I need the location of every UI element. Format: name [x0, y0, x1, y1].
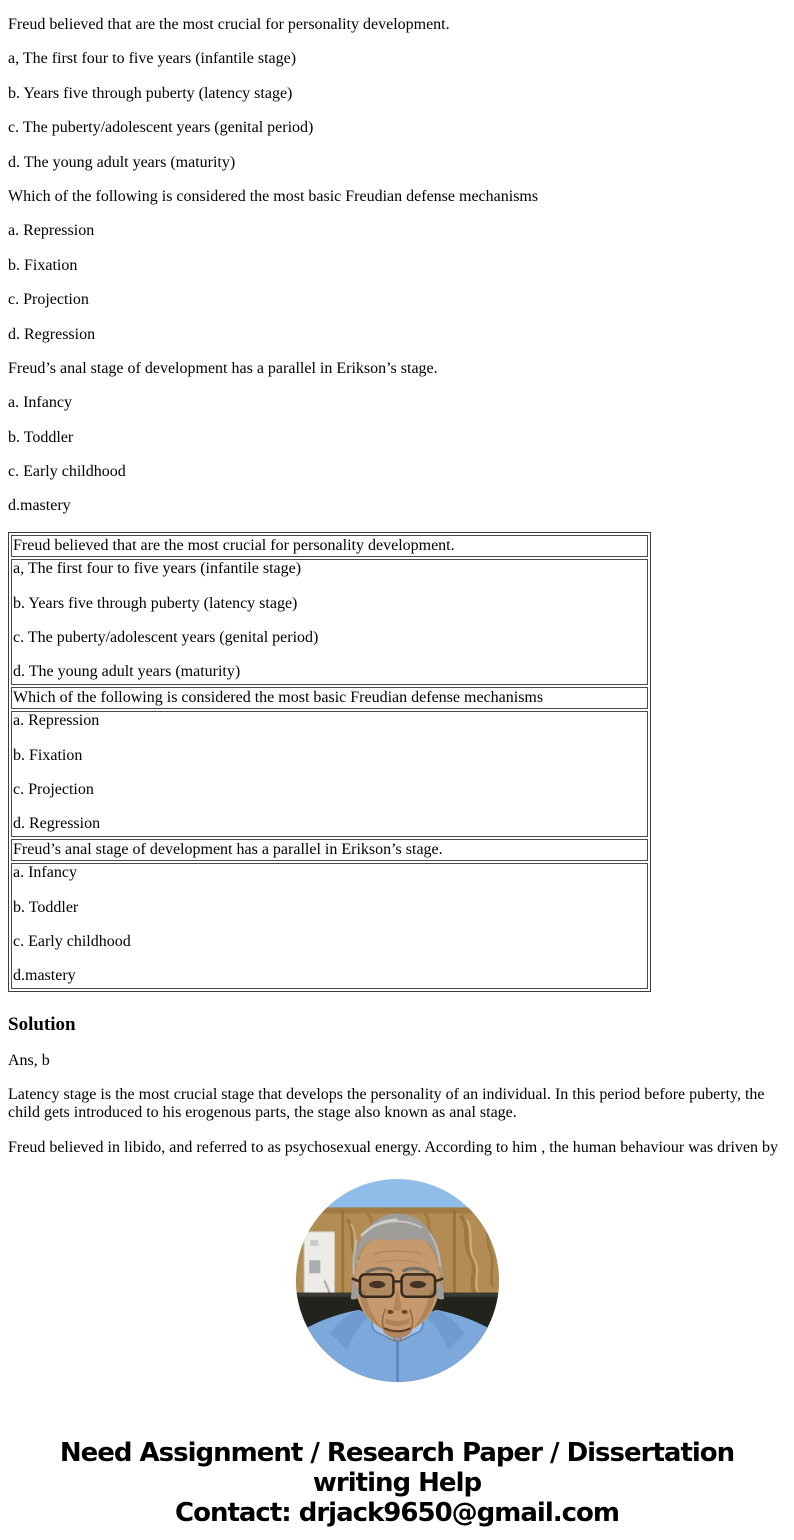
banner-line-2: writing Help	[312, 1467, 482, 1498]
table-option: b. Fixation	[13, 746, 83, 764]
table-option: c. Early childhood	[13, 932, 131, 950]
question-3-option-a: a. Infancy	[8, 394, 72, 412]
table-question-1-text: Freud believed that are the most crucial for personality development.	[13, 536, 455, 554]
question-1-option-a: a, The first four to five years (infantile stage)	[8, 50, 297, 68]
table-option: b. Toddler	[13, 898, 79, 916]
solution-answer: Ans, b	[8, 1051, 50, 1069]
table-option: d. The young adult years (maturity)	[13, 663, 241, 681]
table-row	[11, 711, 648, 837]
table-question-1-cell	[11, 535, 648, 557]
table-question-1-options-cell	[11, 559, 648, 685]
question-3-text: Freud’s anal stage of development has a parallel in Erikson’s stage.	[8, 359, 438, 377]
solution-paragraph: Latency stage is the most crucial stage that develops the personality of an individual. In this period before puberty, the child gets introduced to his erogenous parts, the stage also known as anal stage.	[8, 1085, 765, 1122]
table-row	[11, 687, 648, 709]
table-question-3-cell	[11, 839, 648, 861]
question-2-option-b: b. Fixation	[8, 256, 78, 274]
question-2-option-d: d. Regression	[8, 325, 96, 343]
table-row	[11, 535, 648, 557]
table-option: a. Repression	[13, 712, 100, 730]
question-list	[8, 16, 786, 516]
question-3-option-c: c. Early childhood	[8, 463, 126, 481]
banner-line-1: Need Assignment / Research Paper / Dissertation	[59, 1437, 735, 1468]
question-2-option-a: a. Repression	[8, 222, 95, 240]
table-option: d. Regression	[13, 815, 101, 833]
banner-contact-email: Contact: drjack9650@gmail.com	[175, 1497, 619, 1528]
tutor-portrait-illustration	[296, 1179, 499, 1382]
table-row	[11, 839, 648, 861]
table-option: a. Infancy	[13, 864, 77, 882]
table-question-3-options-cell	[11, 863, 648, 989]
table-row	[11, 863, 648, 989]
question-2-text: Which of the following is considered the most basic Freudian defense mechanisms	[8, 187, 539, 205]
table-question-2-text: Which of the following is considered the most basic Freudian defense mechanisms	[13, 688, 544, 706]
question-3-option-b: b. Toddler	[8, 428, 74, 446]
table-option: c. Projection	[13, 780, 94, 798]
question-2-option-c: c. Projection	[8, 291, 89, 309]
document-page	[8, 16, 786, 1528]
table-question-2-cell	[11, 687, 648, 709]
question-1-text: Freud believed that are the most crucial for personality development.	[8, 16, 450, 33]
table-question-2-options-cell	[11, 711, 648, 837]
solution-paragraph: Freud believed in libido, and referred to as psychosexual energy. According to him , the human behaviour was driven by	[8, 1138, 779, 1156]
table-option: b. Years five through puberty (latency stage)	[13, 594, 298, 612]
table-question-3-text: Freud’s anal stage of development has a parallel in Erikson’s stage.	[13, 840, 443, 858]
table-option: a, The first four to five years (infantile stage)	[13, 560, 302, 578]
table-row	[11, 559, 648, 685]
table-option: c. The puberty/adolescent years (genital period)	[13, 629, 319, 647]
questions-table	[8, 532, 651, 992]
question-1-option-b: b. Years five through puberty (latency stage)	[8, 84, 293, 102]
solution-heading: Solution	[8, 1013, 76, 1035]
question-1-option-d: d. The young adult years (maturity)	[8, 153, 236, 171]
table-option: d.mastery	[13, 967, 76, 985]
question-1-option-c: c. The puberty/adolescent years (genital period)	[8, 119, 314, 137]
question-3-option-d: d.mastery	[8, 497, 71, 515]
tutor-portrait-photo	[8, 1179, 786, 1387]
assignment-help-banner	[8, 1438, 786, 1528]
